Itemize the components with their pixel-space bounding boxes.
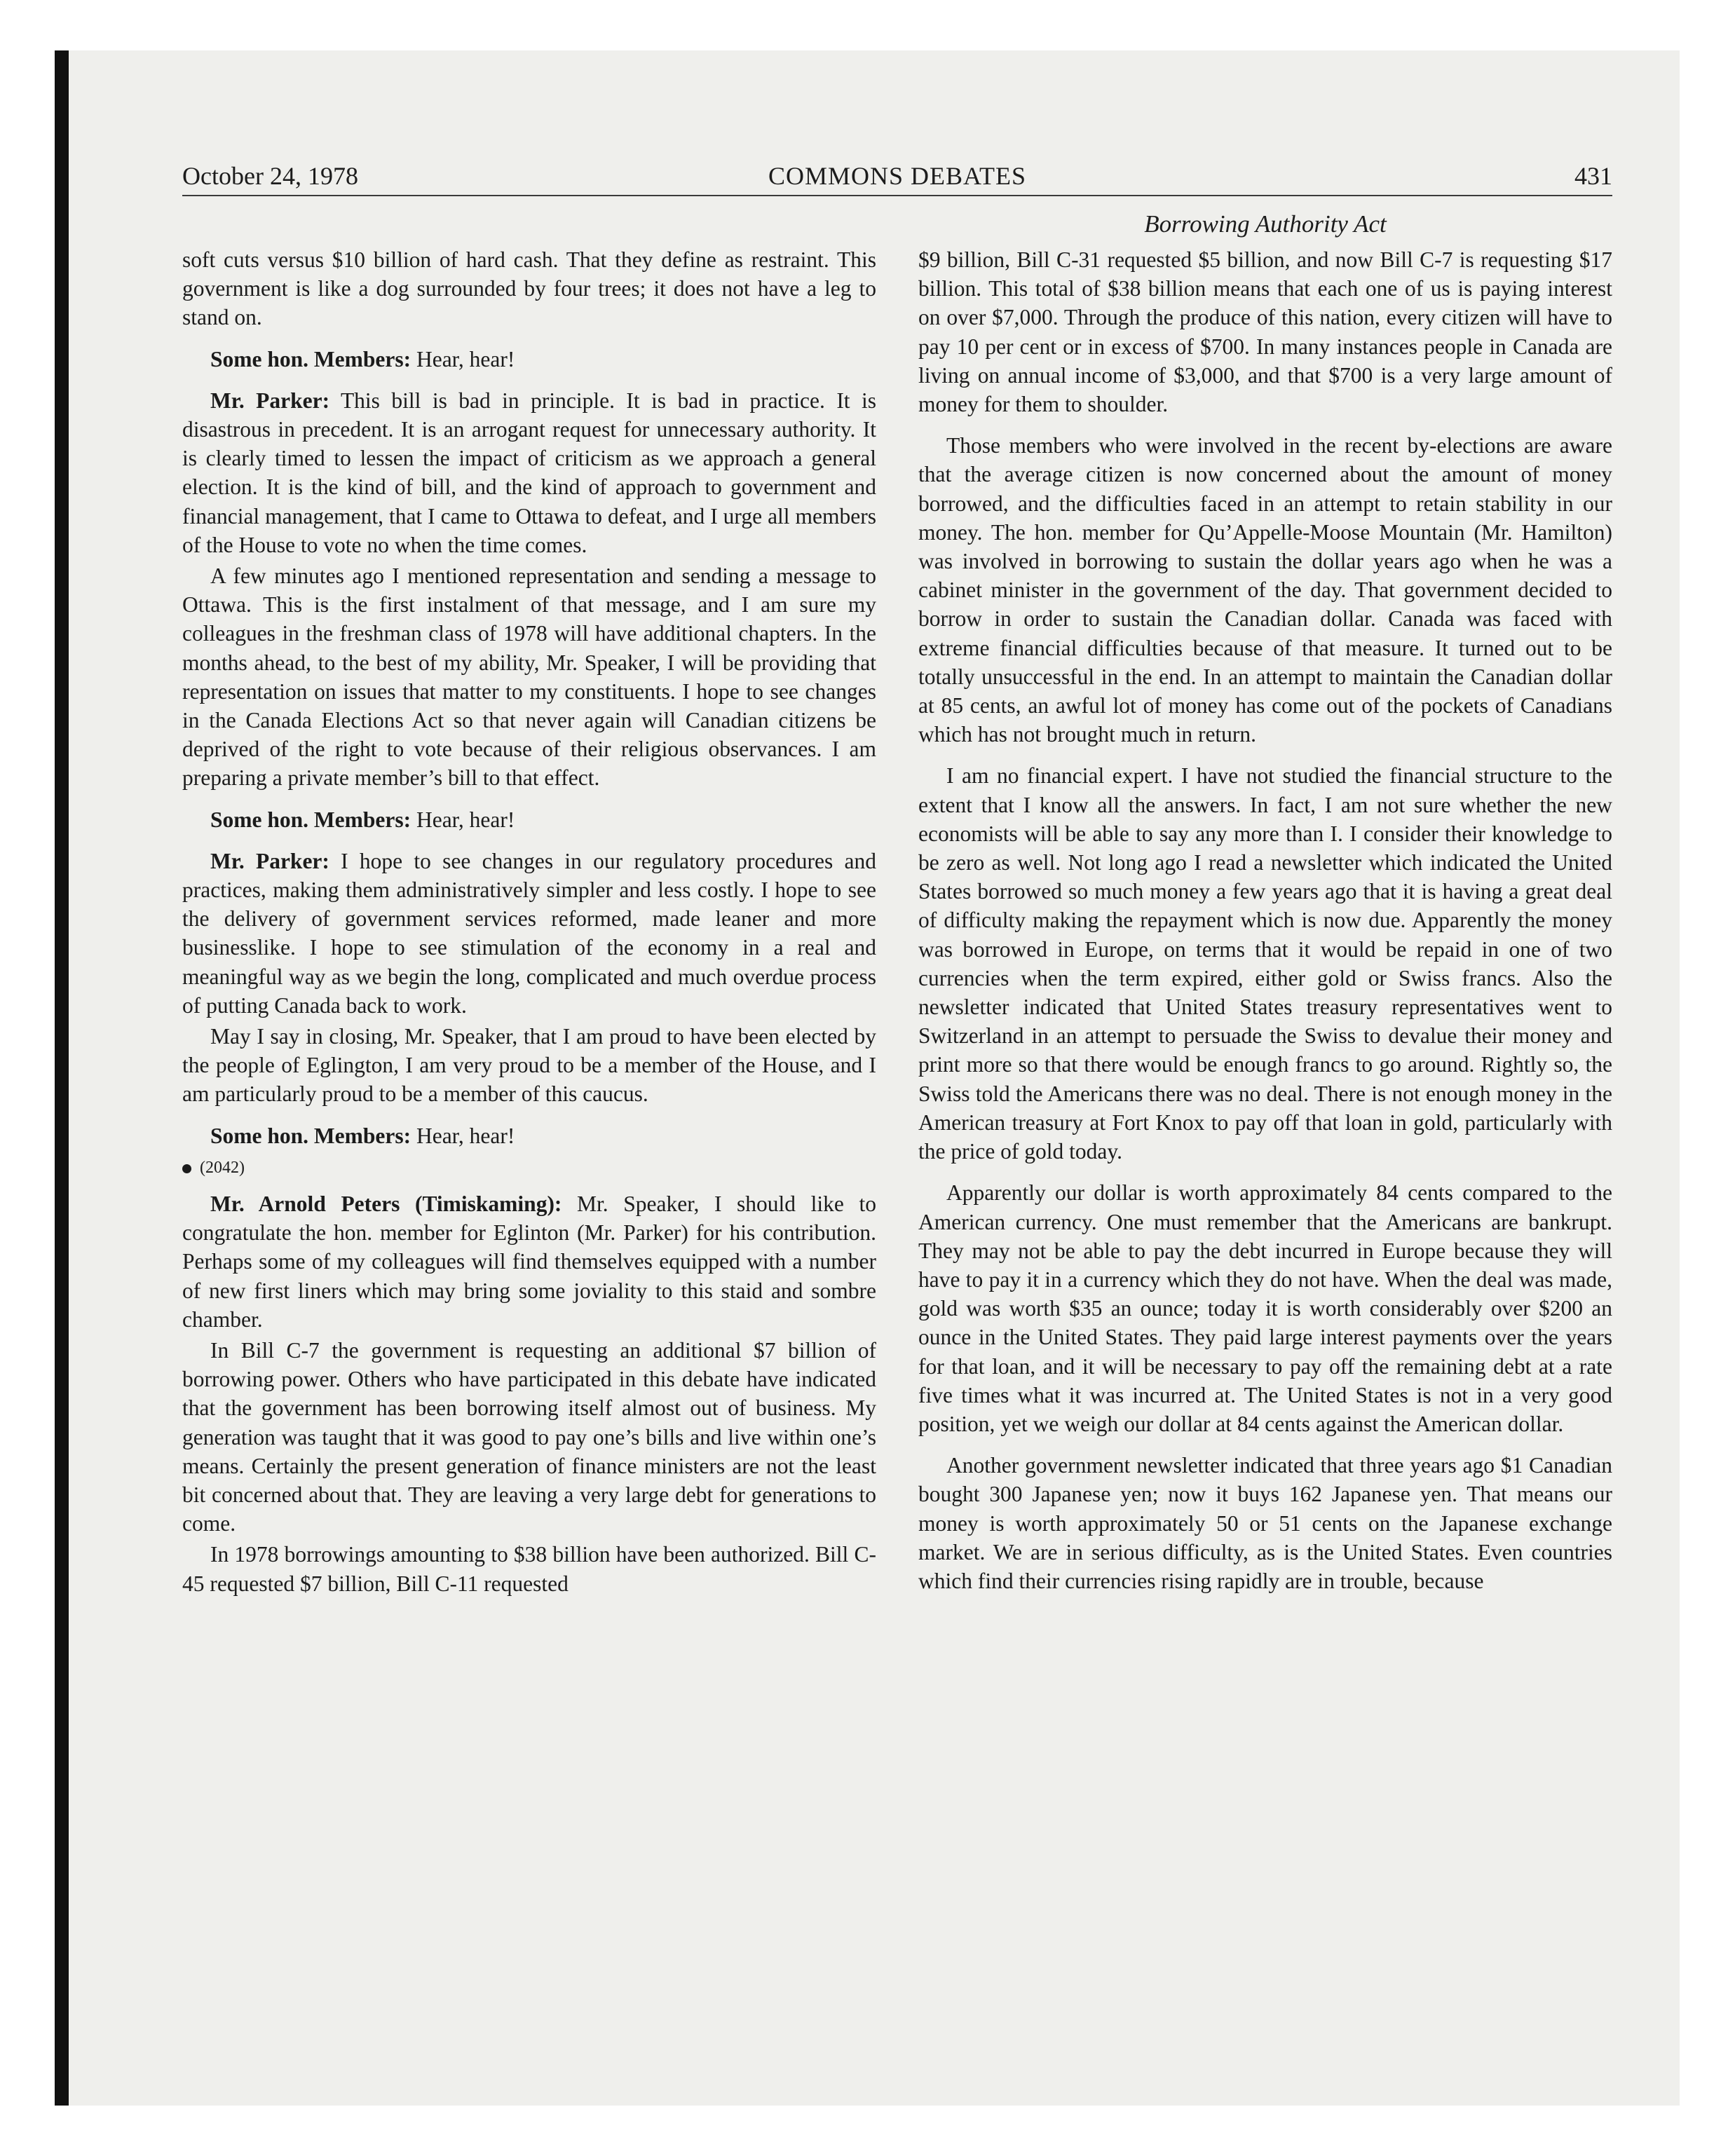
speaker-name: Mr. Parker: xyxy=(210,848,329,873)
paragraph: Those members who were involved in the recent by-elections are aware that the average citizen is now concerned about the amount of money borrowed, and the difficulties faced in an attempt to retain stability in our money. The hon. member for Qu’Appelle-Moose Mountain (Mr. Hamilton) was involved in borrowing to sustain the dollar years ago when he was a cabinet minister in the government of the day. That government decided to borrow in order to sustain the Canadian dollar. Canada was faced with extreme financial difficulties because of that measure. It turned out to be totally unsuccessful in the end. In an attempt to maintain the Canadian dollar at 85 cents, an awful lot of money has come out of the pockets of Canadians which has not brought much in return. xyxy=(918,433,1612,747)
speaker-paragraph xyxy=(182,386,876,559)
paragraph: In 1978 borrowings amounting to $38 billion have been authorized. Bill C-45 requested $7 billion, Bill C-11 requested xyxy=(182,1542,876,1596)
paragraph: Apparently our dollar is worth approximately 84 cents compared to the American currency. One must remember that the Americans are bankrupt. They may not be able to pay the debt incurred in Europe because they will have to pay it in a currency which they do not have. When the deal was made, gold was worth $35 an ounce; today it is worth considerably over $200 an ounce in the United States. They paid large interest payments over the years for that loan, and it will be necessary to pay off the remaining debt at a rate five times what it was incurred at. The United States is not in a very good position, yet we weigh our dollar at 84 cents against the American dollar. xyxy=(918,1180,1612,1436)
page-number: 431 xyxy=(1574,162,1612,190)
right-column xyxy=(918,245,1612,1608)
speech-text: Hear, hear! xyxy=(411,807,515,832)
speech-text: I hope to see changes in our regulatory procedures and practices, making them administratively simpler and less costly. I hope to see the delivery of government services reformed, made leaner and more businesslike. I hope to see stimulation of the economy in a real and meaningful way as we begin the long, complicated and much overdue process of putting Canada back to work. xyxy=(182,848,877,1018)
speaker-name: Mr. Parker: xyxy=(210,388,330,413)
left-column xyxy=(182,245,876,1611)
speaker-paragraph xyxy=(182,1121,876,1150)
header-title: COMMONS DEBATES xyxy=(768,162,1027,190)
speaker-paragraph xyxy=(182,847,876,1020)
paragraph: In Bill C-7 the government is requesting an additional $7 billion of borrowing power. Others who have participated in this debate have indicated that the government has been borrowing itself almost out of business. My generation was taught that it was good to pay one’s bills and live within one’s means. Certainly the present generation of finance ministers are not the least bit concerned about that. They are leaving a very large debt for generations to come. xyxy=(182,1337,876,1536)
speaker-paragraph xyxy=(182,345,876,374)
page-header xyxy=(182,156,1612,196)
speech-text: Hear, hear! xyxy=(411,1123,515,1148)
speech-text: Hear, hear! xyxy=(411,346,515,371)
speaker-name: Some hon. Members: xyxy=(210,346,411,371)
running-head: Borrowing Authority Act xyxy=(1144,210,1387,238)
header-date: October 24, 1978 xyxy=(182,162,358,190)
paragraph: Another government newsletter indicated that three years ago $1 Canadian bought 300 Japanese yen; now it buys 162 Japanese yen. That means our money is worth approximately 50 or 51 cents on the Japanese exchange market. We are in serious difficulty, as is the United States. Even countries which find their currencies rising rapidly are in trouble, because xyxy=(918,1453,1612,1593)
speaker-paragraph xyxy=(182,805,876,834)
paragraph: $9 billion, Bill C-31 requested $5 billion, and now Bill C-7 is requesting $17 billion. This total of $38 billion means that each one of us is paying interest on over $7,000. Through the produce of this nation, every citizen will have to pay 10 per cent or in excess of $700. In many instances people in Canada are living on annual income of $3,000, and that $700 is a very large amount of money for them to shoulder. xyxy=(918,247,1612,417)
time-marker xyxy=(182,1157,876,1178)
speech-text: Mr. Speaker, I should like to congratulate the hon. member for Eglinton (Mr. Parker) for his contribution. Perhaps some of my colleagues will find themselves equipped with a number of new first liners which may bring some joviality to this staid and sombre chamber. xyxy=(182,1191,876,1332)
speaker-name: Some hon. Members: xyxy=(210,1123,411,1148)
bullet-icon xyxy=(182,1164,191,1173)
paragraph: soft cuts versus $10 billion of hard cash. That they define as restraint. This government is like a dog surrounded by four trees; it does not have a leg to stand on. xyxy=(182,247,876,330)
time-marker-text: (2042) xyxy=(200,1158,245,1177)
speaker-paragraph xyxy=(182,1189,876,1334)
speaker-name: Some hon. Members: xyxy=(210,807,411,832)
paragraph: May I say in closing, Mr. Speaker, that I am proud to have been elected by the people of Eglington, I am very proud to be a member of the House, and I am particularly proud to be a member of this caucus. xyxy=(182,1024,876,1107)
scan-edge xyxy=(55,50,69,2106)
speech-text: This bill is bad in principle. It is bad in practice. It is disastrous in precedent. It is an arrogant request for unnecessary authority. It is clearly timed to lessen the impact of criticism as we approach a general election. It is the kind of bill, and the kind of approach to government and financial management, that I came to Ottawa to defeat, and I urge all members of the House to vote no when the time comes. xyxy=(182,388,877,557)
paragraph: I am no financial expert. I have not studied the financial structure to the extent that I know all the answers. In fact, I am not sure whether the new economists will be able to say any more than I. I consider their knowledge to be zero as well. Not long ago I read a newsletter which indicated the United States borrowed so much money a few years ago that it is having a great deal of difficulty making the repayment which is now due. Apparently the money was borrowed in Europe, on terms that it would be repaid in one of two currencies when the term expired, either gold or Swiss francs. Also the newsletter indicated that United States treasury representatives went to Switzerland in an attempt to persuade the Swiss to devalue their money and print more so that there would be enough francs to go around. Rightly so, the Swiss told the Americans there was no deal. There is not enough money in the American treasury at Fort Knox to pay off that loan in gold, particularly with the price of gold today. xyxy=(918,763,1612,1164)
speaker-name: Mr. Arnold Peters (Timiskaming): xyxy=(210,1191,562,1216)
paragraph: A few minutes ago I mentioned representation and sending a message to Ottawa. This is the first instalment of that message, and I am sure my colleagues in the freshman class of 1978 will have additional chapters. In the months ahead, to the best of my ability, Mr. Speaker, I will be providing that representation on issues that matter to my constituents. I hope to see changes in the Canada Elections Act so that never again will Canadian citizens be deprived of the right to vote because of their religious observances. I am preparing a private member’s bill to that effect. xyxy=(182,564,876,791)
